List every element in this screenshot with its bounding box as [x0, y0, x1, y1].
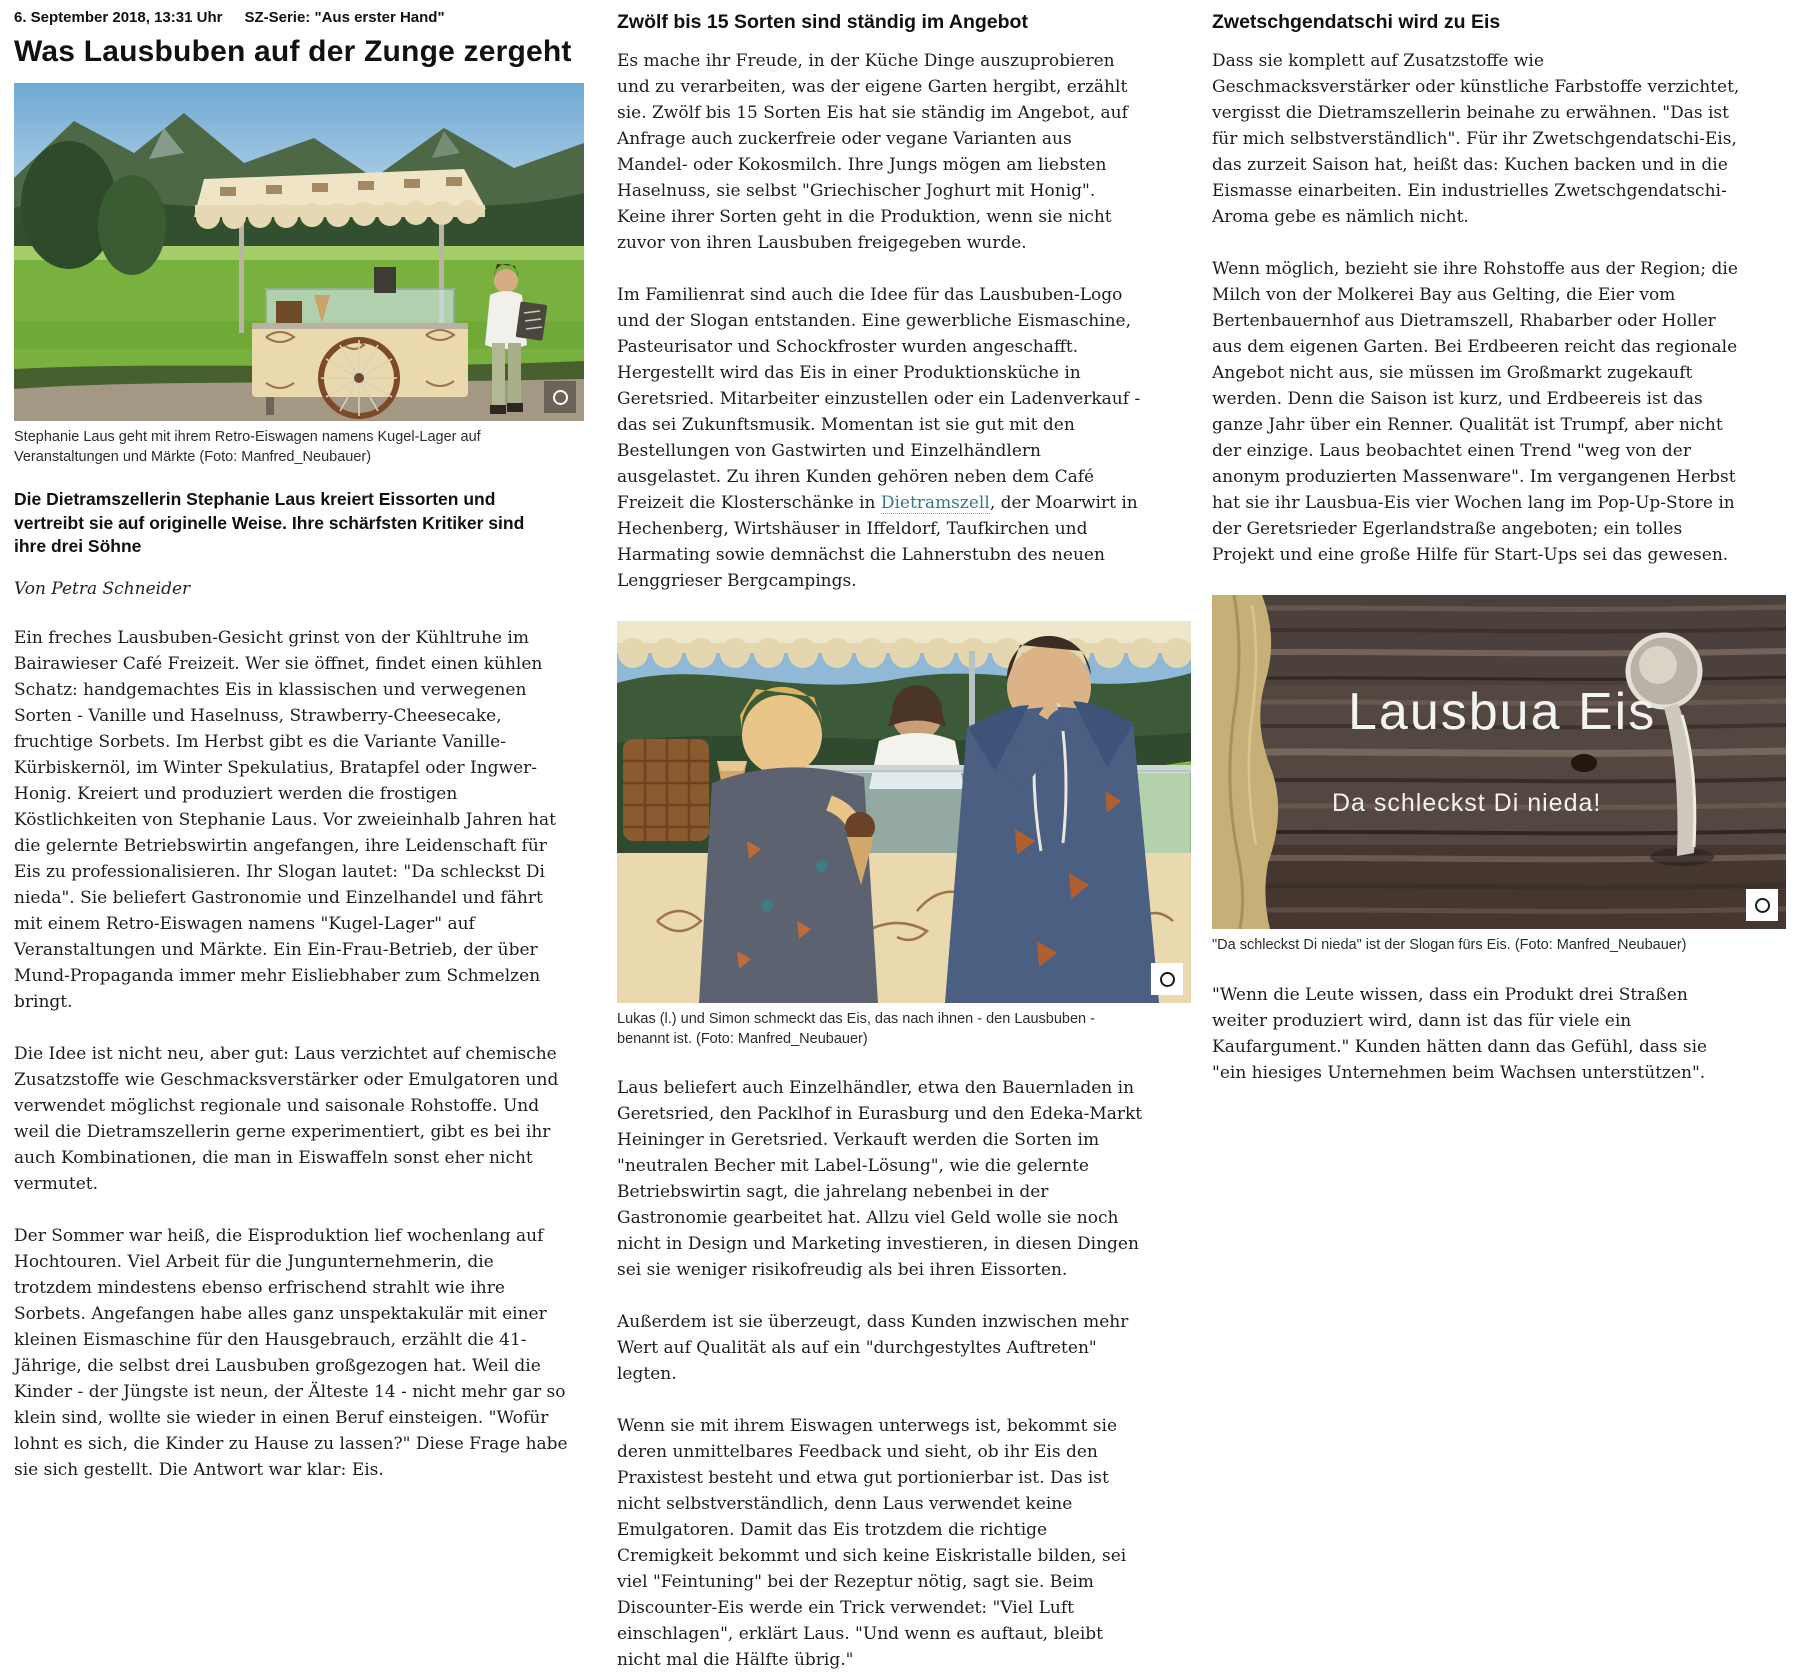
column-2	[617, 0, 1191, 1673]
link-dietramszell[interactable]: Dietramszell	[880, 493, 990, 513]
paragraph-text: Im Familienrat sind auch die Idee für das Lausbuben-Logo und der Slogan entstanden. Eine gewerbliche Eismaschine, Pasteurisator und Schockfroster wurden angeschafft. Hergestellt wird das Eis in einer Produktionsküche in Geretsried. Mitarbeiter einzustellen oder ein Ladenverkauf - das sei Zukunftsmusik. Momentan ist sie gut mit den Bestellungen von Gastwirten und Einzelhändlern ausgelastet. Zu ihren Kunden gehören neben dem Café Freizeit die Klosterschänke in	[617, 285, 1141, 513]
series-label: SZ-Serie: "Aus erster Hand"	[244, 9, 445, 26]
photo-boys-icecream	[617, 621, 1191, 1003]
paragraph: Laus beliefert auch Einzelhändler, etwa den Bauernladen in Geretsried, den Packlhof in Eurasburg und den Edeka-Markt Heininger in Geretsried. Verkauft werden die Sorten im "neutralen Becher mit Label-Lösung", wie die gelernte Betriebswirtin sagt, die jahrelang nebenbei in der Gastronomie gearbeitet hat. Allzu viel Geld wolle sie noch nicht in Design und Marketing investieren, in diesen Dingen sei sie weniger risikofreudig als bei ihren Eissorten.	[617, 1078, 1143, 1280]
article-lede: Die Dietramszellerin Stephanie Laus kreiert Eissorten und vertreibt sie auf originelle Weise. Ihre schärfsten Kritiker sind ihre drei Söhne	[14, 489, 525, 556]
column-1	[14, 0, 584, 1673]
article-date: 6. September 2018, 13:31 Uhr	[14, 9, 223, 26]
paragraph: "Wenn die Leute wissen, dass ein Produkt drei Straßen weiter produziert wird, dann ist das für viele ein Kaufargument." Kunden hätten dann das Gefühl, dass sie "ein hiesiges Unternehmen beim Wachsen unterstützen".	[1212, 984, 1708, 1083]
section-heading-zwetschgendatschi: Zwetschgendatschi wird zu Eis	[1212, 11, 1501, 33]
photo-eiswagen-illustration	[14, 83, 584, 421]
paragraph: Ein freches Lausbuben-Gesicht grinst von der Kühltruhe im Bairawieser Café Freizeit. Wer sie öffnet, findet einen kühlen Schatz: handgemachtes Eis in klassischen und verwegenen Sorten - Vanille und Haselnuss, Strawberry-Cheesecake, fruchtige Sorbets. Im Herbst gibt es die Variante Vanille-Kürbiskernöl, im Winter Spekulatius, Bratapfel oder Ingwer-Honig. Kreiert und produziert werden die frostigen Köstlichkeiten von Stephanie Laus. Vor zweieinhalb Jahren hat die gelernte Betriebswirtin angefangen, ihre Leidenschaft für Eis zu professionalisieren. Ihr Slogan lautet: "Da schleckst Di nieda". Sie beliefert Gastronomie und Einzelhandel und fährt mit einem Retro-Eiswagen namens "Kugel-Lager" auf Veranstaltungen und Märkte. Ein Ein-Frau-Betrieb, der über Mund-Propaganda immer mehr Eisliebhaber zum Schmelzen bringt.	[14, 627, 556, 1012]
photo-eiswagen-meadow	[14, 83, 584, 421]
photo-caption-2: Lukas (l.) und Simon schmeckt das Eis, das nach ihnen - den Lausbuben - benannt ist. (Foto: Manfred_Neubauer)	[617, 1011, 1095, 1047]
paragraph: Der Sommer war heiß, die Eisproduktion lief wochenlang auf Hochtouren. Viel Arbeit für die Jungunternehmerin, die trotzdem mindestens ebenso erfrischend strahlt wie ihre Sorbets. Angefangen habe alles ganz unspektakulär mit einer kleinen Eismaschine für den Hausgebrauch, erzählt die 41-Jährige, die selbst drei Lausbuben großgezogen hat. Weil die Kinder - der Jüngste ist neun, der Älteste 14 - nicht mehr gar so klein sind, wollte sie wieder in einen Beruf einsteigen. "Wofür lohnt es sich, die Kinder zu Hause zu lassen?" Diese Frage habe sie sich gestellt. Die Antwort war klar: Eis.	[14, 1225, 568, 1480]
zoom-icon[interactable]	[544, 381, 576, 413]
paragraph: Wenn möglich, bezieht sie ihre Rohstoffe aus der Region; die Milch von der Molkerei Bay aus Gelting, die Eier vom Bertenbauernhof aus Dietramszell, Rhabarber oder Holler aus dem eigenen Garten. Bei Erdbeeren reicht das regionale Angebot nicht aus, sie müssen im Großmarkt zugekauft werden. Denn die Saison ist kurz, und Erdbeereis ist das ganze Jahr über ein Renner. Qualität ist Trumpf, aber nicht der einzige. Laus beobachtet einen Trend "weg von der anonym produzierten Massenware". Im vergangenen Herbst hat sie ihr Lausbua-Eis vier Wochen lang im Pop-Up-Store in der Geretsrieder Egerlandstraße angeboten; ein tolles Projekt und eine große Hilfe für Start-Ups sei das gewesen.	[1212, 259, 1738, 565]
photo-caption-3: "Da schleckst Di nieda" ist der Slogan fürs Eis. (Foto: Manfred_Neubauer)	[1212, 937, 1687, 953]
paragraph: Die Idee ist nicht neu, aber gut: Laus verzichtet auf chemische Zusatzstoffe wie Geschmacksverstärker oder Emulgatoren und verwendet möglichst regionale und saisonale Rohstoffe. Und weil die Dietramszellerin gerne experimentiert, gibt es bei ihr auch Kombinationen, die man in Eiswaffeln sonst eher nicht vermutet.	[14, 1043, 559, 1194]
paragraph: Außerdem ist sie überzeugt, dass Kunden inzwischen mehr Wert auf Qualität als auf ein "durchgestyltes Auftreten" legten.	[617, 1312, 1129, 1384]
article-title: Was Lausbuben auf der Zunge zergeht	[14, 35, 572, 68]
column-3	[1212, 0, 1786, 1673]
photo-slogan-sign	[1212, 595, 1786, 929]
paragraph-text: , der Moarwirt in Hechenberg, Wirtshäuser in Iffeldorf, Taufkirchen und Harmating sowie demnächst die Lahnerstubn des neuen Lenggrieser Bergcampings.	[617, 493, 1138, 591]
photo-boys-illustration	[617, 621, 1191, 1003]
article-meta	[14, 0, 584, 26]
photo-caption-1: Stephanie Laus geht mit ihrem Retro-Eiswagen namens Kugel-Lager auf Veranstaltungen und Märkte (Foto: Manfred_Neubauer)	[14, 429, 481, 465]
circle-glyph	[1755, 898, 1770, 913]
article-byline: Von Petra Schneider	[14, 578, 191, 599]
paragraph: Wenn sie mit ihrem Eiswagen unterwegs ist, bekommt sie deren unmittelbares Feedback und sieht, ob ihr Eis den Praxistest besteht und etwa gut portionierbar ist. Das ist nicht selbstverständlich, denn Laus verwendet keine Emulgatoren. Damit das Eis trotzdem die richtige Cremigkeit bekommt und sich keine Eiskristalle bilden, sei viel "Feintuning" bei der Rezeptur nötig, sagt sie. Beim Discounter-Eis werde ein Trick verwendet: "Viel Luft einschlagen", erklärt Laus. "Und wenn es auftaut, bleibt nicht mal die Hälfte übrig."	[617, 1416, 1127, 1670]
sign-title-text: Lausbua Eis	[1348, 683, 1657, 741]
zoom-icon[interactable]	[1746, 889, 1778, 921]
circle-glyph	[553, 390, 568, 405]
photo-sign-illustration	[1212, 595, 1786, 929]
section-heading-sorten: Zwölf bis 15 Sorten sind ständig im Angebot	[617, 11, 1028, 33]
paragraph	[617, 282, 1143, 594]
circle-glyph	[1160, 972, 1175, 987]
paragraph: Es mache ihr Freude, in der Küche Dinge auszuprobieren und zu verarbeiten, was der eigene Garten hergibt, erzählt sie. Zwölf bis 15 Sorten Eis hat sie ständig im Angebot, auf Anfrage auch zuckerfreie oder vegane Varianten aus Mandel- oder Kokosmilch. Ihre Jungs mögen am liebsten Haselnuss, sie selbst "Griechischer Joghurt mit Honig". Keine ihrer Sorten geht in die Produktion, wenn sie nicht zuvor von ihren Lausbuben freigegeben wurde.	[617, 51, 1128, 253]
zoom-icon[interactable]	[1151, 963, 1183, 995]
wicker-basket	[623, 739, 709, 841]
paragraph: Dass sie komplett auf Zusatzstoffe wie Geschmacksverstärker oder künstliche Farbstoffe verzichtet, vergisst die Dietramszellerin beinahe zu erwähnen. "Das ist für mich selbstverständlich". Für ihr Zwetschgendatschi-Eis, das zurzeit Saison hat, heißt das: Kuchen backen und in die Eismasse einarbeiten. Ein industrielles Zwetschgendatschi-Aroma gebe es nämlich nicht.	[1212, 51, 1740, 227]
sign-slogan-text: Da schleckst Di nieda!	[1332, 789, 1602, 817]
